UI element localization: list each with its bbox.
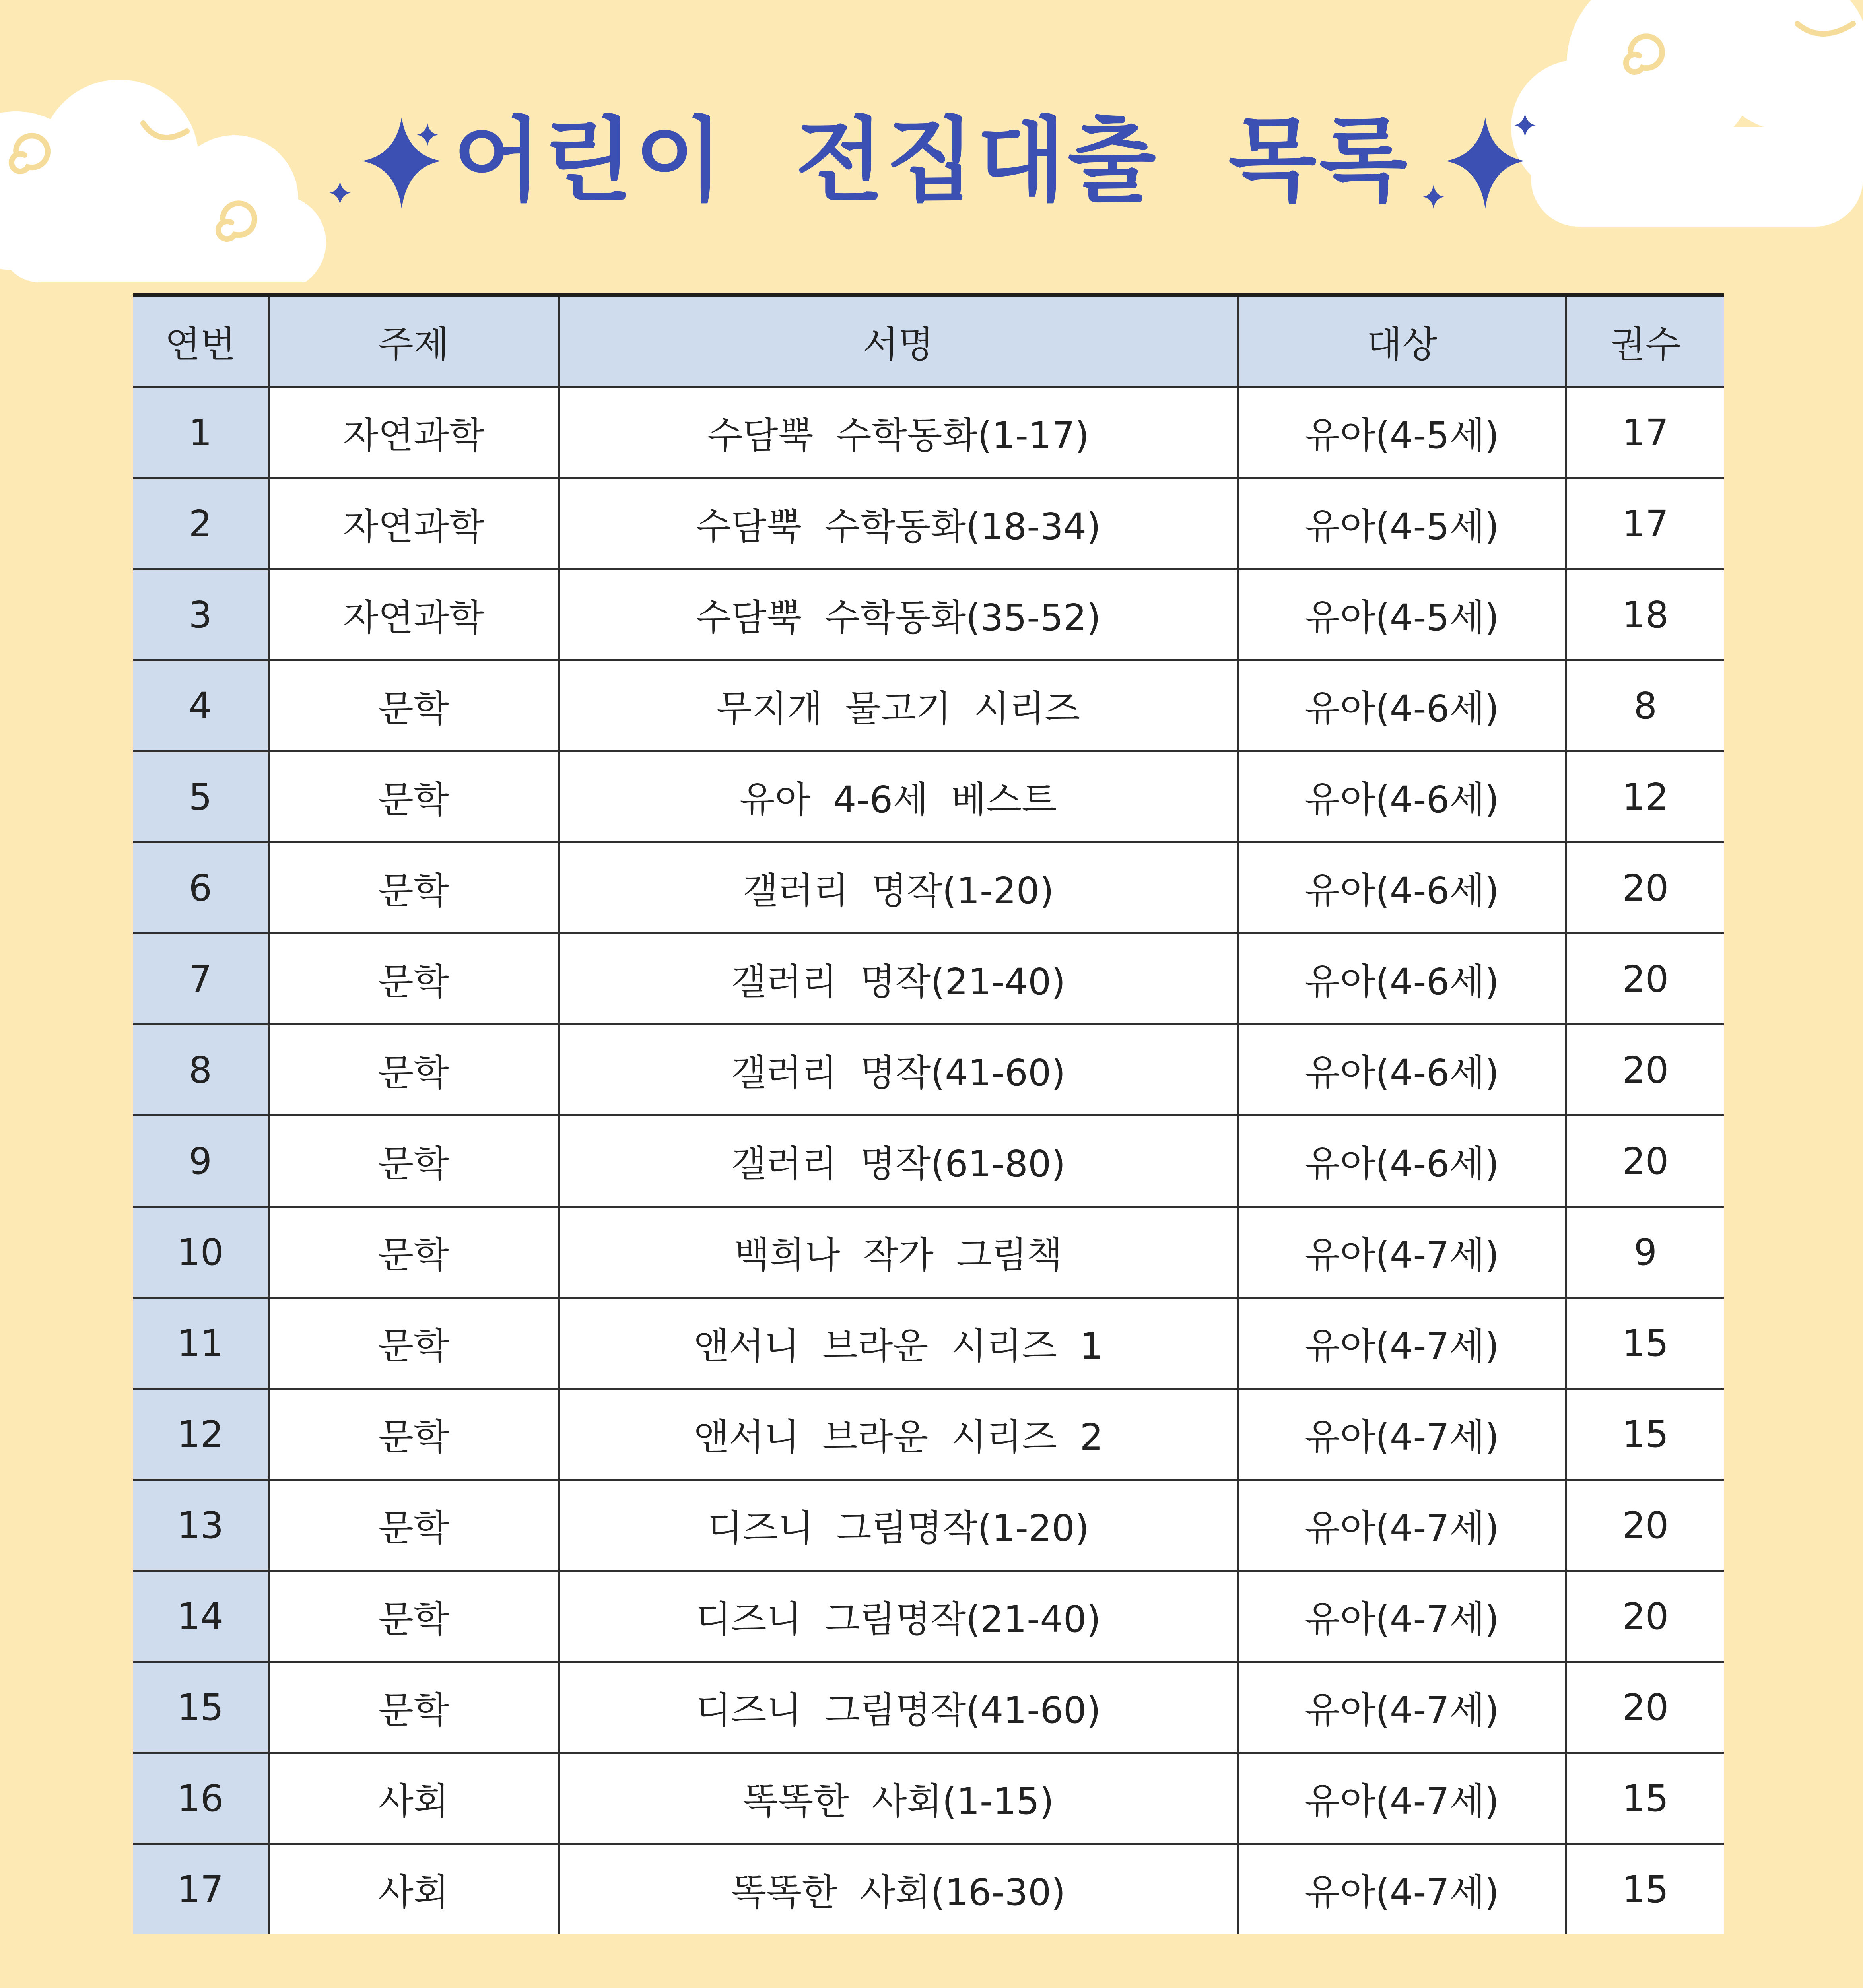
cell-title: 똑똑한 사회(16-30) bbox=[559, 1844, 1238, 1934]
cell-count: 15 bbox=[1566, 1298, 1724, 1389]
cell-no: 9 bbox=[133, 1116, 268, 1207]
cell-count: 18 bbox=[1566, 569, 1724, 660]
cell-title: 똑똑한 사회(1-15) bbox=[559, 1753, 1238, 1844]
cell-target: 유아(4-5세) bbox=[1238, 478, 1566, 569]
cell-no: 7 bbox=[133, 934, 268, 1025]
cell-subject: 문학 bbox=[268, 751, 559, 843]
table-body bbox=[133, 387, 1724, 1934]
cell-title: 유아 4-6세 베스트 bbox=[559, 751, 1238, 843]
cell-count: 20 bbox=[1566, 1662, 1724, 1753]
cell-subject: 문학 bbox=[268, 1480, 559, 1571]
cell-count: 17 bbox=[1566, 387, 1724, 478]
cell-title: 앤서니 브라운 시리즈 2 bbox=[559, 1389, 1238, 1480]
table-row bbox=[133, 1844, 1724, 1934]
cell-count: 12 bbox=[1566, 751, 1724, 843]
header-count: 권수 bbox=[1566, 295, 1724, 387]
header-title: 서명 bbox=[559, 295, 1238, 387]
cell-no: 3 bbox=[133, 569, 268, 660]
cell-subject: 사회 bbox=[268, 1844, 559, 1934]
cell-no: 15 bbox=[133, 1662, 268, 1753]
cell-title: 앤서니 브라운 시리즈 1 bbox=[559, 1298, 1238, 1389]
cell-target: 유아(4-6세) bbox=[1238, 843, 1566, 934]
table-row bbox=[133, 934, 1724, 1025]
cell-title: 수담뿍 수학동화(1-17) bbox=[559, 387, 1238, 478]
table-row bbox=[133, 1389, 1724, 1480]
table-row bbox=[133, 569, 1724, 660]
cell-count: 15 bbox=[1566, 1389, 1724, 1480]
cell-count: 15 bbox=[1566, 1844, 1724, 1934]
cell-no: 4 bbox=[133, 660, 268, 751]
cell-target: 유아(4-7세) bbox=[1238, 1844, 1566, 1934]
cell-no: 16 bbox=[133, 1753, 268, 1844]
cell-title: 디즈니 그림명작(41-60) bbox=[559, 1662, 1238, 1753]
sparkle-icon bbox=[326, 101, 445, 221]
cell-target: 유아(4-5세) bbox=[1238, 387, 1566, 478]
table-row bbox=[133, 1571, 1724, 1662]
cell-count: 20 bbox=[1566, 1025, 1724, 1116]
cell-subject: 문학 bbox=[268, 843, 559, 934]
cell-title: 갤러리 명작(21-40) bbox=[559, 934, 1238, 1025]
cell-subject: 사회 bbox=[268, 1753, 559, 1844]
cell-count: 20 bbox=[1566, 1571, 1724, 1662]
cell-no: 8 bbox=[133, 1025, 268, 1116]
cell-subject: 문학 bbox=[268, 1298, 559, 1389]
table-row bbox=[133, 843, 1724, 934]
table-row bbox=[133, 1753, 1724, 1844]
cell-title: 갤러리 명작(61-80) bbox=[559, 1116, 1238, 1207]
table-row bbox=[133, 478, 1724, 569]
cell-target: 유아(4-6세) bbox=[1238, 934, 1566, 1025]
cell-count: 20 bbox=[1566, 934, 1724, 1025]
table-row bbox=[133, 1480, 1724, 1571]
cell-no: 6 bbox=[133, 843, 268, 934]
table-row bbox=[133, 1116, 1724, 1207]
cell-no: 10 bbox=[133, 1207, 268, 1298]
table-row bbox=[133, 387, 1724, 478]
cell-title: 수담뿍 수학동화(35-52) bbox=[559, 569, 1238, 660]
cell-no: 1 bbox=[133, 387, 268, 478]
title-text: 어린이 전집대출 목록 bbox=[453, 108, 1410, 214]
table-row bbox=[133, 1025, 1724, 1116]
cell-target: 유아(4-6세) bbox=[1238, 660, 1566, 751]
cell-target: 유아(4-7세) bbox=[1238, 1571, 1566, 1662]
cell-subject: 문학 bbox=[268, 1025, 559, 1116]
cell-count: 17 bbox=[1566, 478, 1724, 569]
cell-title: 갤러리 명작(1-20) bbox=[559, 843, 1238, 934]
cell-target: 유아(4-7세) bbox=[1238, 1207, 1566, 1298]
cell-count: 15 bbox=[1566, 1753, 1724, 1844]
cell-target: 유아(4-7세) bbox=[1238, 1389, 1566, 1480]
cell-title: 무지개 물고기 시리즈 bbox=[559, 660, 1238, 751]
cell-subject: 자연과학 bbox=[268, 478, 559, 569]
cell-no: 11 bbox=[133, 1298, 268, 1389]
table-row bbox=[133, 1298, 1724, 1389]
cell-target: 유아(4-6세) bbox=[1238, 1025, 1566, 1116]
cell-target: 유아(4-6세) bbox=[1238, 1116, 1566, 1207]
cell-count: 9 bbox=[1566, 1207, 1724, 1298]
header-subject: 주제 bbox=[268, 295, 559, 387]
cell-no: 5 bbox=[133, 751, 268, 843]
table-row bbox=[133, 660, 1724, 751]
cell-title: 디즈니 그림명작(21-40) bbox=[559, 1571, 1238, 1662]
cell-no: 17 bbox=[133, 1844, 268, 1934]
cell-target: 유아(4-7세) bbox=[1238, 1480, 1566, 1571]
cell-no: 2 bbox=[133, 478, 268, 569]
cell-title: 수담뿍 수학동화(18-34) bbox=[559, 478, 1238, 569]
cell-subject: 문학 bbox=[268, 1389, 559, 1480]
cell-title: 디즈니 그림명작(1-20) bbox=[559, 1480, 1238, 1571]
cell-target: 유아(4-7세) bbox=[1238, 1753, 1566, 1844]
cell-title: 백희나 작가 그림책 bbox=[559, 1207, 1238, 1298]
table-row bbox=[133, 1207, 1724, 1298]
cell-title: 갤러리 명작(41-60) bbox=[559, 1025, 1238, 1116]
header-target: 대상 bbox=[1238, 295, 1566, 387]
header-no: 연번 bbox=[133, 295, 268, 387]
cell-subject: 자연과학 bbox=[268, 569, 559, 660]
page-title bbox=[0, 95, 1863, 227]
cell-target: 유아(4-6세) bbox=[1238, 751, 1566, 843]
cell-count: 20 bbox=[1566, 843, 1724, 934]
cell-subject: 문학 bbox=[268, 1116, 559, 1207]
cell-target: 유아(4-7세) bbox=[1238, 1662, 1566, 1753]
cell-subject: 문학 bbox=[268, 1662, 559, 1753]
table-row bbox=[133, 751, 1724, 843]
cell-no: 14 bbox=[133, 1571, 268, 1662]
cell-target: 유아(4-5세) bbox=[1238, 569, 1566, 660]
cell-subject: 문학 bbox=[268, 660, 559, 751]
table-header-row bbox=[133, 295, 1724, 387]
sparkle-icon bbox=[1418, 101, 1537, 221]
cell-no: 12 bbox=[133, 1389, 268, 1480]
cell-count: 20 bbox=[1566, 1116, 1724, 1207]
cell-subject: 문학 bbox=[268, 1571, 559, 1662]
cell-no: 13 bbox=[133, 1480, 268, 1571]
cell-subject: 문학 bbox=[268, 934, 559, 1025]
table-row bbox=[133, 1662, 1724, 1753]
cell-target: 유아(4-7세) bbox=[1238, 1298, 1566, 1389]
cell-count: 8 bbox=[1566, 660, 1724, 751]
cell-count: 20 bbox=[1566, 1480, 1724, 1571]
cell-subject: 문학 bbox=[268, 1207, 559, 1298]
book-list-table bbox=[133, 293, 1724, 1934]
cell-subject: 자연과학 bbox=[268, 387, 559, 478]
